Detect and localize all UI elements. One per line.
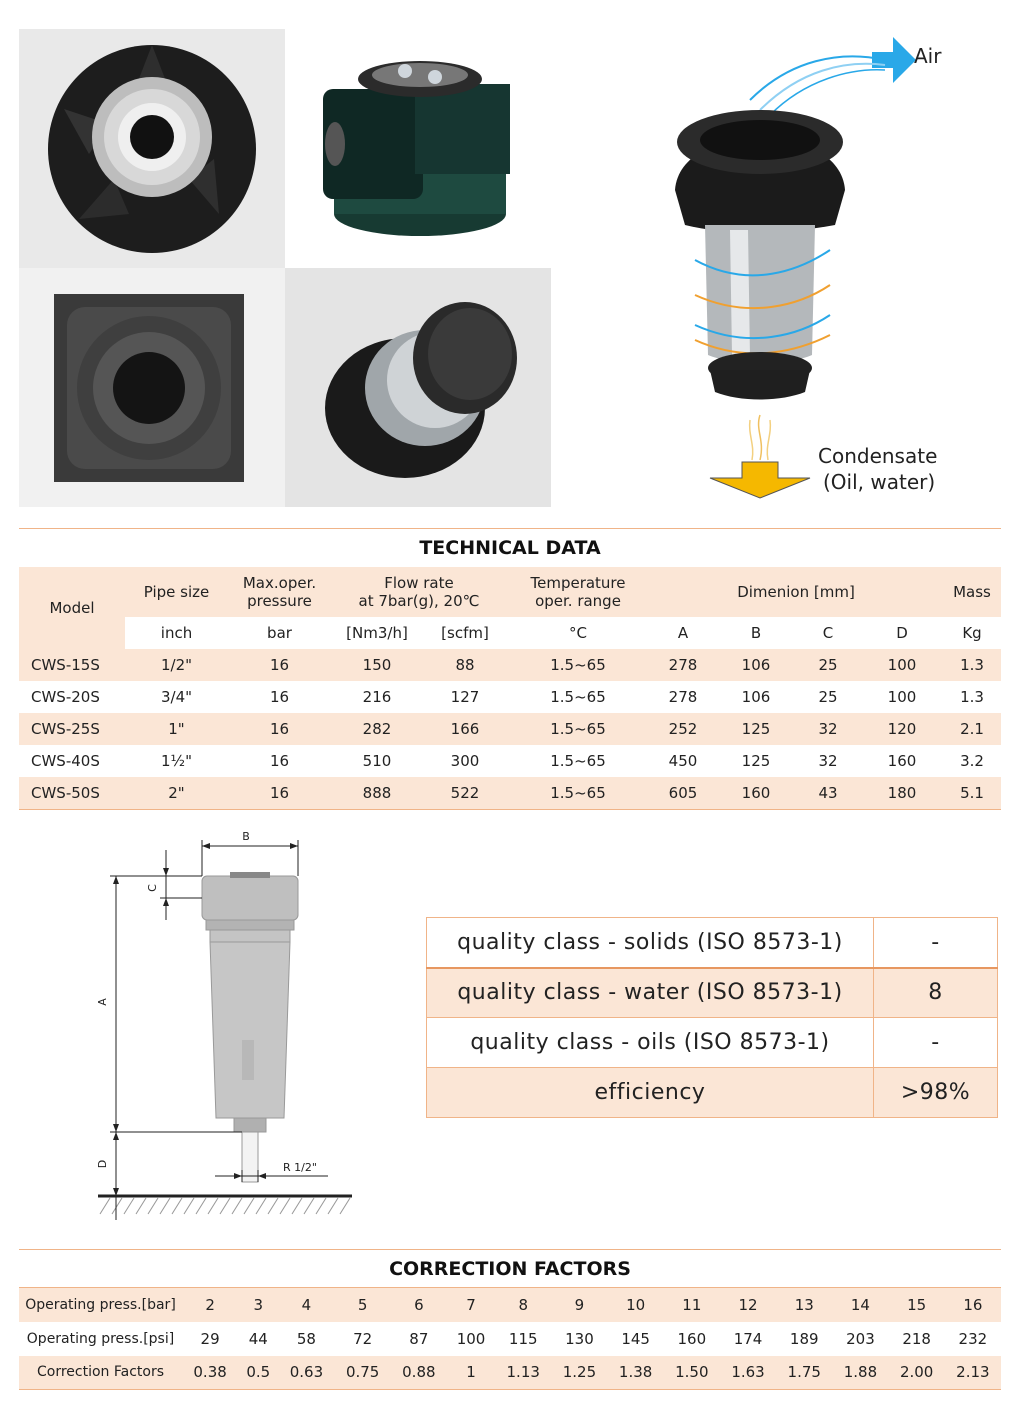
unit-flow-nm3h: [Nm3/h] [331,617,423,649]
cell-temp: 1.5~65 [550,752,606,770]
correction-cell-psi: 218 [902,1329,931,1348]
correction-cell-psi: 174 [733,1329,763,1348]
condensate-label: Condensate [818,444,938,468]
correction-cell-bar: 16 [945,1288,1001,1322]
cell-scfm: 522 [423,777,507,809]
cell-b: 160 [717,777,795,809]
cell-scfm: 127 [450,688,480,706]
unit-c: C [795,617,861,649]
unit-d: D [861,617,943,649]
cell-model: CWS-25S [19,713,125,745]
correction-cell-bar: 4 [278,1288,334,1322]
dim-label-thread: R 1/2" [283,1161,317,1174]
correction-cell-psi: 72 [353,1329,373,1348]
cell-c: 43 [795,777,861,809]
cell-mass: 3.2 [960,752,984,770]
correction-cell-bar: 2 [182,1288,238,1322]
correction-cell-factor: 1.38 [608,1356,664,1390]
quality-class-table [426,917,998,1118]
cell-mass: 1.3 [960,688,984,706]
correction-cell-factor: 1 [447,1356,495,1390]
header-mass: Mass [953,583,991,601]
correction-cell-psi: 100 [456,1329,486,1348]
quality-label: quality class - oils (ISO 8573-1) [427,1018,874,1068]
correction-row-psi [19,1322,1001,1356]
header-model: Model [19,567,125,649]
cell-nm3h: 888 [331,777,423,809]
table-row [19,713,1001,745]
cell-scfm: 300 [450,752,480,770]
correction-row-factor [19,1356,1001,1390]
correction-cell-factor: 1.75 [776,1356,832,1390]
correction-cell-psi: 203 [846,1329,875,1348]
cell-c: 25 [818,688,838,706]
quality-value: - [874,1018,998,1068]
correction-cell-psi: 44 [248,1329,268,1348]
correction-cell-psi: 189 [789,1329,819,1348]
dim-label-d: D [96,1159,109,1169]
header-dimension: Dimenion [mm] [737,583,855,601]
cell-nm3h: 510 [362,752,392,770]
product-photo-grid [19,29,551,507]
header-flow-rate: Flow rate at 7bar(g), 20℃ [358,574,480,610]
correction-cell-factor: 0.88 [391,1356,447,1390]
correction-cell-bar: 3 [238,1288,278,1322]
correction-cell-psi: 29 [200,1329,220,1348]
cell-b: 106 [741,688,771,706]
quality-label: efficiency [427,1068,874,1118]
row-label-bar: Operating press.[bar] [19,1288,182,1322]
quality-row-water [427,968,998,1018]
unit-b: B [717,617,795,649]
cell-pressure: 16 [269,688,290,706]
cell-c: 32 [795,713,861,745]
correction-cell-bar: 15 [889,1288,945,1322]
correction-cell-factor: 2.00 [889,1356,945,1390]
cell-a: 252 [649,713,717,745]
correction-cell-bar: 12 [720,1288,776,1322]
row-label-factor: Correction Factors [19,1356,182,1390]
cell-pressure: 16 [228,713,331,745]
cell-d: 180 [861,777,943,809]
cell-mass: 5.1 [943,777,1001,809]
cell-b: 125 [717,713,795,745]
unit-flow-scfm: [scfm] [423,617,507,649]
correction-cell-psi: 130 [565,1329,594,1348]
correction-cell-factor: 0.5 [238,1356,278,1390]
cell-nm3h: 150 [331,649,423,681]
correction-cell-bar: 11 [664,1288,720,1322]
quality-value: >98% [874,1068,998,1118]
correction-row-bar [19,1288,1001,1322]
correction-cell-factor: 2.13 [945,1356,1001,1390]
unit-mass: Kg [943,617,1001,649]
header-temperature: Temperature oper. range [530,574,626,610]
correction-cell-bar: 6 [391,1288,447,1322]
quality-row-oils [427,1018,998,1068]
cell-pipe: 2" [125,777,228,809]
row-label-psi: Operating press.[psi] [26,1330,175,1347]
table-row [19,649,1001,681]
correction-cell-bar: 5 [335,1288,391,1322]
cell-pipe: 3/4" [160,688,193,706]
technical-data-title: TECHNICAL DATA [419,537,601,559]
correction-cell-factor: 1.25 [551,1356,607,1390]
divider-technical [19,528,1001,529]
cell-pressure: 16 [228,777,331,809]
unit-a: A [649,617,717,649]
cell-nm3h: 216 [362,688,392,706]
cell-pipe: 1/2" [125,649,228,681]
correction-factors-table [19,1287,1001,1390]
cell-a: 605 [649,777,717,809]
correction-cell-psi: 87 [409,1329,429,1348]
cell-b: 106 [717,649,795,681]
correction-cell-factor: 1.88 [832,1356,888,1390]
cell-pressure: 16 [228,649,331,681]
cell-model: CWS-50S [19,777,125,809]
correction-cell-bar: 9 [551,1288,607,1322]
unit-pressure: bar [228,617,331,649]
correction-cell-psi: 58 [296,1329,316,1348]
quality-row-solids [427,918,998,968]
cell-temp: 1.5~65 [507,649,649,681]
header-pipe-size: Pipe size [143,583,210,601]
correction-cell-factor: 0.75 [335,1356,391,1390]
correction-factors-title: CORRECTION FACTORS [389,1258,631,1280]
quality-label: quality class - solids (ISO 8573-1) [427,918,874,968]
correction-cell-factor: 1.13 [495,1356,551,1390]
correction-cell-psi: 115 [508,1329,538,1348]
cell-pipe: 1½" [161,752,192,770]
cell-scfm: 166 [423,713,507,745]
divider-correction [19,1249,1001,1250]
photo-filter-head-bottom-view [19,268,285,507]
cell-a: 278 [668,688,698,706]
correction-cell-bar: 10 [608,1288,664,1322]
quality-row-efficiency [427,1068,998,1118]
airflow-illustration [600,20,1000,510]
correction-cell-factor: 0.38 [182,1356,238,1390]
dim-label-a: A [96,998,109,1006]
dim-label-c: C [146,884,159,892]
cell-d: 100 [887,688,917,706]
air-label: Air [914,44,942,68]
table-row [19,745,1001,777]
quality-value: - [874,918,998,968]
correction-cell-factor: 1.50 [664,1356,720,1390]
condensate-sublabel: (Oil, water) [823,470,936,494]
cell-d: 120 [861,713,943,745]
cell-c: 25 [795,649,861,681]
unit-pipe: inch [125,617,228,649]
correction-cell-bar: 8 [495,1288,551,1322]
cell-pressure: 16 [269,752,290,770]
quality-value: 8 [874,968,998,1018]
cell-model: CWS-15S [19,649,125,681]
unit-temp: °C [507,617,649,649]
photo-filter-head-top-view [19,29,285,268]
correction-cell-psi: 145 [621,1329,650,1348]
condensate-arrow-icon [710,462,810,498]
dimension-diagram [90,830,370,1230]
correction-cell-bar: 13 [776,1288,832,1322]
technical-data-table [19,567,1001,810]
correction-cell-psi: 232 [958,1329,988,1348]
cell-temp: 1.5~65 [507,777,649,809]
header-max-pressure: Max.oper. pressure [242,574,317,610]
cell-c: 32 [818,752,838,770]
cell-d: 160 [887,752,917,770]
photo-filter-element [285,268,551,507]
air-arrow-icon [872,37,916,83]
quality-label: quality class - water (ISO 8573-1) [427,968,874,1018]
correction-cell-bar: 14 [832,1288,888,1322]
cell-d: 100 [861,649,943,681]
correction-cell-bar: 7 [447,1288,495,1322]
correction-cell-factor: 0.63 [278,1356,334,1390]
cell-b: 125 [741,752,771,770]
cell-scfm: 88 [423,649,507,681]
cell-nm3h: 282 [331,713,423,745]
table-row [19,777,1001,809]
cell-mass: 2.1 [943,713,1001,745]
correction-cell-psi: 160 [677,1329,707,1348]
table-row [19,681,1001,713]
cell-temp: 1.5~65 [507,713,649,745]
cell-a: 450 [668,752,698,770]
cell-a: 278 [649,649,717,681]
correction-cell-factor: 1.63 [720,1356,776,1390]
cell-model: CWS-20S [31,688,100,706]
cell-model: CWS-40S [31,752,100,770]
cell-temp: 1.5~65 [550,688,606,706]
cell-pipe: 1" [125,713,228,745]
dim-label-b: B [242,830,250,843]
cell-mass: 1.3 [943,649,1001,681]
photo-filter-head-side-view [285,29,551,268]
